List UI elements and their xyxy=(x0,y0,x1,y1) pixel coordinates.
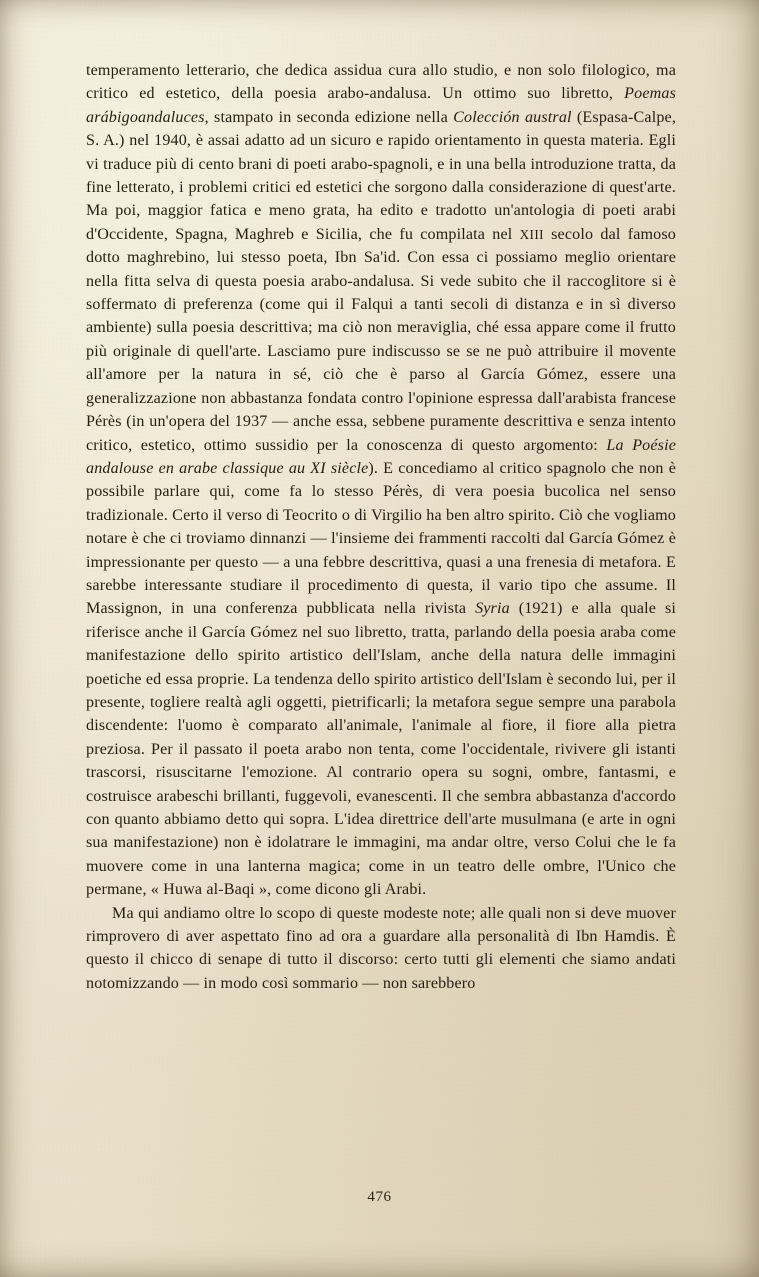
italic-title-syria: Syria xyxy=(475,600,510,618)
page-number: 476 xyxy=(367,1189,392,1205)
italic-title-poesie-andalouse: La Poésie andalouse en arabe classique au XI siècle xyxy=(86,436,676,477)
paragraph-1: temperamento letterario, che dedica assidua cura allo studio, e non solo filologico, ma critico ed estetico, della poesia arabo-andalusa. Un ottimo suo libretto, Poemas arábigoandaluces, stampato in seconda edizione nella Colección austral (Espasa-Calpe, S. A.) nel 1940, è assai adatto ad un sicuro e rapido orientamento in questa materia. Egli vi traduce più di cento brani di poeti arabo-spagnoli, e in una bella introduzione tratta, da fine letterato, i problemi critici ed estetici che sorgono dalla considerazione di quest'arte. Ma poi, maggior fatica e meno grata, ha edito e tradotto un'antologia di poeti arabi d'Occidente, Spagna, Maghreb e Sicilia, che fu compilata nel XIII secolo dal famoso dotto maghrebino, lui stesso poeta, Ibn Sa'id. Con essa ci possiamo meglio orientare nella fitta selva di questa poesia arabo-andalusa. Si vede subito che il raccoglitore si è soffermato di preferenza (come qui il Falqui a tanti secoli di distanza e in sì diverso ambiente) sulla poesia descrittiva; ma ciò non meraviglia, ché essa appare come il frutto più originale di quell'arte. Lasciamo pure indiscusso se se ne può attribuire il movente all'amore per la natura in sé, ciò che è parso al García Gómez, essere una generalizzazione non abbastanza fondata contro l'opinione espressa dall'arabista francese Pérès (in un'opera del 1937 — anche essa, sebbene puramente descrittiva e senza intento critico, estetico, ottimo sussidio per la conoscenza di questo argomento: La Poésie andalouse en arabe classique au XI siècle). E concediamo al critico spagnolo che non è possibile parlare qui, come fa lo stesso Pérès, di vera poesia bucolica nel senso tradizionale. Certo il verso di Teocrito o di Virgilio ha ben altro spirito. Ciò che vogliamo notare è che ci troviamo dinnanzi — l'insieme dei frammenti raccolti dal García Gómez è impressionante per questo — a una febbre descrittiva, quasi a una frenesia di metafora. E sarebbe interessante studiare il procedimento di questa, il vario tipo che assume. Il Massignon, in una conferenza pubblicata nella rivista Syria (1921) e alla quale si riferisce anche il García Gómez nel suo libretto, tratta, parlando della poesia araba come manifestazione dello spirito artistico dell'Islam, anche della natura delle immagini poetiche ed essa proprie. La tendenza dello spirito artistico dell'Islam è secondo lui, per il presente, togliere realtà agli oggetti, pietrificarli; la metafora segue sempre una parabola discendente: l'uomo è comparato all'animale, l'animale al fiore, il fiore alla pietra preziosa. Per il passato il poeta arabo non tenta, come l'occidentale, rivivere gli istanti trascorsi, risuscitarne l'emozione. Al contrario opera su sogni, ombre, fantasmi, e costruisce arabeschi brillanti, fuggevoli, evanescenti. Il che sembra abbastanza d'accordo con quanto abbiamo detto qui sopra. L'idea direttrice dell'arte musulmana (e arte in ogni sua manifestazione) non è idolatrare le immagini, ma andar oltre, verso Colui che le fa muovere come in una lanterna magica; come in un teatro delle ombre, l'Unico che permane, « Huwa al-Baqi », come dicono gli Arabi. xyxy=(86,62,676,899)
italic-title-coleccion: Colección austral xyxy=(453,108,572,126)
paragraph-2: Ma qui andiamo oltre lo scopo di queste modeste note; alle quali non si deve muover rimprovero di aver aspettato fino ad ora a guardare alla personalità di Ibn Hamdis. È questo il chicco di senape di tutto il discorso: certo tutti gli elementi che siamo andati notomizzando — in modo così sommario — non sarebbero xyxy=(86,904,676,992)
page-text-body xyxy=(86,59,676,995)
small-caps-xiii: XIII xyxy=(519,226,544,242)
italic-title-poemas: Poemas arábigoandaluces xyxy=(86,85,676,126)
